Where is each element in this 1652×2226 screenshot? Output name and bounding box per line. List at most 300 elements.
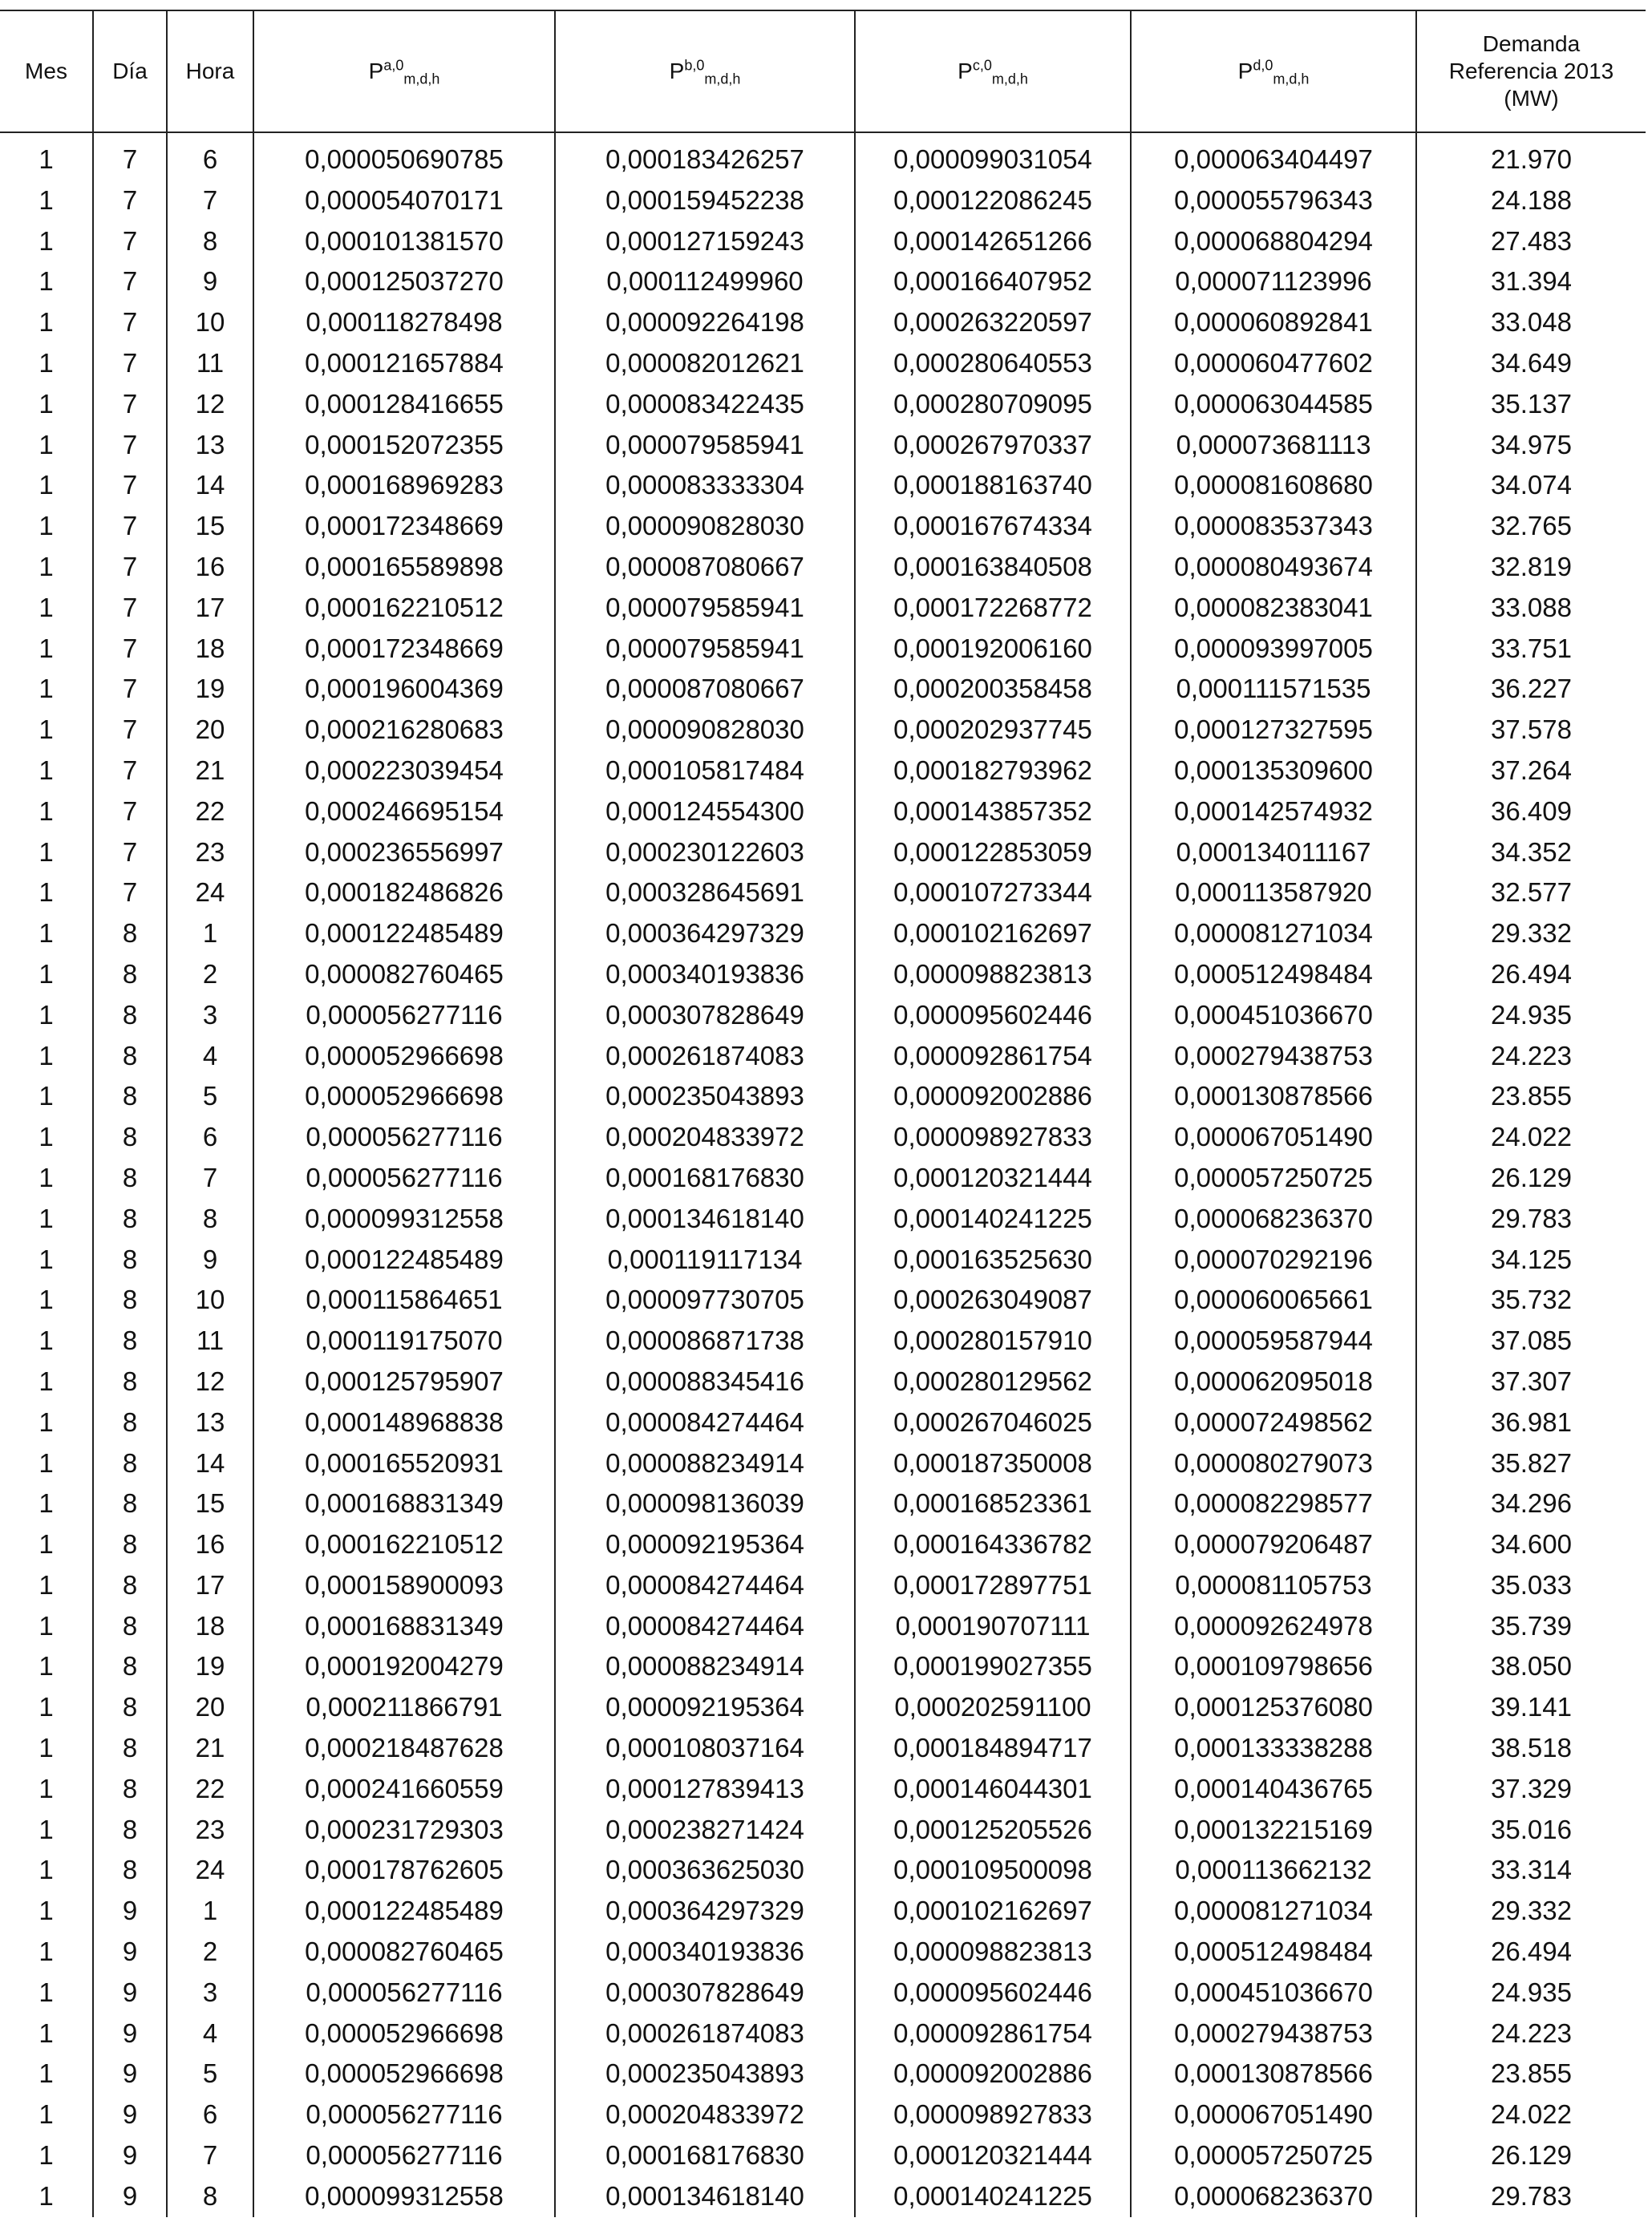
- cell-mes: 1: [38, 266, 54, 297]
- cell-demanda: 24.022: [1416, 2094, 1646, 2135]
- cell-mes: 1: [38, 1488, 54, 1519]
- cell-dia: 7: [93, 832, 167, 873]
- cell-demanda: 27.483: [1416, 221, 1646, 262]
- cell-pa: 0,000236556997: [253, 832, 555, 873]
- cell-pc: 0,000280129562: [855, 1362, 1131, 1402]
- table-row: [0, 1036, 1646, 1077]
- cell-pb: 0,000079585941: [555, 425, 855, 466]
- cell-mes: 1: [38, 1937, 54, 1967]
- cell-pa: 0,000122485489: [253, 1240, 555, 1281]
- cell-pb: 0,000084274464: [555, 1565, 855, 1606]
- cell-pa: 0,000121657884: [253, 343, 555, 384]
- cell-pc: 0,000267046025: [855, 1402, 1131, 1443]
- table-row: [0, 261, 1646, 302]
- cell-pa: 0,000223039454: [253, 751, 555, 791]
- cell-pa: 0,000168831349: [253, 1606, 555, 1647]
- cell-mes: 1: [38, 1733, 54, 1763]
- cell-pa: 0,000192004279: [253, 1646, 555, 1687]
- cell-pc: 0,000140241225: [855, 1199, 1131, 1240]
- cell-pa: 0,000178762605: [253, 1850, 555, 1891]
- cell-pc: 0,000202937745: [855, 710, 1131, 751]
- cell-hora: 15: [167, 506, 253, 547]
- cell-pd: 0,000081608680: [1131, 465, 1416, 506]
- table-row: [0, 1891, 1646, 1932]
- cell-dia: 7: [93, 261, 167, 302]
- cell-pa: 0,000165589898: [253, 547, 555, 588]
- cell-hora: 19: [167, 1646, 253, 1687]
- cell-dia: 8: [93, 1240, 167, 1281]
- cell-mes: 1: [38, 1162, 54, 1192]
- cell-demanda: 26.129: [1416, 1158, 1646, 1199]
- cell-hora: 20: [167, 1687, 253, 1728]
- cell-pa: 0,000125037270: [253, 261, 555, 302]
- table-row: [0, 1932, 1646, 1973]
- cell-demanda: 29.332: [1416, 1891, 1646, 1932]
- cell-pa: 0,000172348669: [253, 629, 555, 670]
- cell-pc: 0,000166407952: [855, 261, 1131, 302]
- cell-mes: 1: [38, 1692, 54, 1722]
- table-row: [0, 1769, 1646, 1810]
- cell-demanda: 37.329: [1416, 1769, 1646, 1810]
- cell-dia: 9: [93, 1932, 167, 1973]
- cell-hora: 4: [167, 2014, 253, 2054]
- cell-pb: 0,000086871738: [555, 1321, 855, 1362]
- cell-dia: 7: [93, 343, 167, 384]
- table-row: [0, 1240, 1646, 1281]
- cell-demanda: 24.935: [1416, 995, 1646, 1036]
- cell-dia: 7: [93, 710, 167, 751]
- cell-pb: 0,000092195364: [555, 1524, 855, 1565]
- cell-dia: 8: [93, 913, 167, 954]
- cell-demanda: 33.314: [1416, 1850, 1646, 1891]
- cell-dia: 8: [93, 1402, 167, 1443]
- cell-pa: 0,000115864651: [253, 1280, 555, 1321]
- cell-demanda: 23.855: [1416, 1076, 1646, 1117]
- cell-pd: 0,000451036670: [1131, 995, 1416, 1036]
- cell-pb: 0,000328645691: [555, 872, 855, 913]
- cell-pd: 0,000057250725: [1131, 1158, 1416, 1199]
- cell-pb: 0,000108037164: [555, 1728, 855, 1769]
- cell-hora: 13: [167, 425, 253, 466]
- cell-pa: 0,000056277116: [253, 995, 555, 1036]
- table-row: [0, 384, 1646, 425]
- cell-pd: 0,000113587920: [1131, 872, 1416, 913]
- cell-pd: 0,000080279073: [1131, 1443, 1416, 1484]
- cell-demanda: 34.125: [1416, 1240, 1646, 1281]
- cell-pa: 0,000122485489: [253, 1891, 555, 1932]
- table-row: [0, 710, 1646, 751]
- cell-pa: 0,000158900093: [253, 1565, 555, 1606]
- cell-mes: 1: [38, 836, 54, 867]
- cell-pa: 0,000099312558: [253, 2176, 555, 2217]
- cell-pc: 0,000102162697: [855, 913, 1131, 954]
- cell-pc: 0,000172268772: [855, 588, 1131, 629]
- cell-hora: 15: [167, 1483, 253, 1524]
- cell-pa: 0,000246695154: [253, 791, 555, 832]
- cell-mes: 1: [38, 1122, 54, 1152]
- cell-hora: 5: [167, 2054, 253, 2094]
- cell-demanda: 34.352: [1416, 832, 1646, 873]
- cell-pc: 0,000263220597: [855, 302, 1131, 343]
- cell-hora: 18: [167, 1606, 253, 1647]
- cell-pd: 0,000067051490: [1131, 1117, 1416, 1158]
- cell-pc: 0,000098927833: [855, 2094, 1131, 2135]
- table-row: [0, 588, 1646, 629]
- cell-dia: 8: [93, 1524, 167, 1565]
- cell-pd: 0,000059587944: [1131, 1321, 1416, 1362]
- table-row: [0, 506, 1646, 547]
- table-row: [0, 1117, 1646, 1158]
- cell-hora: 8: [167, 221, 253, 262]
- cell-pa: 0,000118278498: [253, 302, 555, 343]
- cell-dia: 9: [93, 2054, 167, 2094]
- cell-pc: 0,000280709095: [855, 384, 1131, 425]
- cell-pa: 0,000056277116: [253, 1117, 555, 1158]
- header-mes: Mes: [0, 10, 93, 132]
- cell-demanda: 36.409: [1416, 791, 1646, 832]
- table-row: [0, 1850, 1646, 1891]
- cell-pa: 0,000056277116: [253, 2135, 555, 2176]
- cell-mes: 1: [38, 1610, 54, 1641]
- cell-pd: 0,000451036670: [1131, 1973, 1416, 2014]
- table-row: [0, 2014, 1646, 2054]
- cell-mes: 1: [38, 592, 54, 622]
- cell-pa: 0,000052966698: [253, 2014, 555, 2054]
- cell-pc: 0,000122086245: [855, 180, 1131, 221]
- cell-hora: 5: [167, 1076, 253, 1117]
- cell-mes: 1: [38, 755, 54, 785]
- header-hora: Hora: [167, 10, 253, 132]
- cell-pb: 0,000364297329: [555, 1891, 855, 1932]
- table-row: [0, 1443, 1646, 1484]
- cell-pd: 0,000279438753: [1131, 2014, 1416, 2054]
- cell-mes: 1: [38, 1896, 54, 1926]
- cell-demanda: 26.494: [1416, 1932, 1646, 1973]
- cell-mes: 1: [38, 1203, 54, 1233]
- cell-pa: 0,000216280683: [253, 710, 555, 751]
- cell-mes: 1: [38, 347, 54, 378]
- cell-demanda: 32.765: [1416, 506, 1646, 547]
- table-row: [0, 180, 1646, 221]
- cell-pb: 0,000079585941: [555, 629, 855, 670]
- cell-demanda: 37.085: [1416, 1321, 1646, 1362]
- cell-hora: 12: [167, 1362, 253, 1402]
- cell-mes: 1: [38, 429, 54, 459]
- cell-demanda: 36.227: [1416, 669, 1646, 710]
- table-body: [0, 132, 1646, 2217]
- cell-pb: 0,000082012621: [555, 343, 855, 384]
- cell-mes: 1: [38, 958, 54, 989]
- cell-pa: 0,000168969283: [253, 465, 555, 506]
- cell-dia: 7: [93, 588, 167, 629]
- cell-pc: 0,000098927833: [855, 1117, 1131, 1158]
- cell-hora: 3: [167, 995, 253, 1036]
- cell-hora: 19: [167, 669, 253, 710]
- cell-hora: 23: [167, 832, 253, 873]
- cell-pd: 0,000130878566: [1131, 2054, 1416, 2094]
- cell-demanda: 24.223: [1416, 1036, 1646, 1077]
- cell-hora: 11: [167, 1321, 253, 1362]
- cell-dia: 9: [93, 2135, 167, 2176]
- header-pa: P$^{a,0}_{m,d,h}$: [253, 10, 555, 132]
- cell-pb: 0,000088234914: [555, 1443, 855, 1484]
- cell-dia: 8: [93, 1280, 167, 1321]
- cell-dia: 7: [93, 180, 167, 221]
- cell-pc: 0,000143857352: [855, 791, 1131, 832]
- cell-pc: 0,000190707111: [855, 1606, 1131, 1647]
- cell-pd: 0,000512498484: [1131, 1932, 1416, 1973]
- cell-hora: 8: [167, 2176, 253, 2217]
- demand-table: [0, 10, 1646, 2217]
- cell-pb: 0,000090828030: [555, 506, 855, 547]
- cell-pb: 0,000340193836: [555, 954, 855, 995]
- cell-pd: 0,000134011167: [1131, 832, 1416, 873]
- cell-pb: 0,000261874083: [555, 1036, 855, 1077]
- cell-hora: 24: [167, 872, 253, 913]
- cell-pc: 0,000280640553: [855, 343, 1131, 384]
- cell-pa: 0,000082760465: [253, 1932, 555, 1973]
- cell-hora: 6: [167, 132, 253, 180]
- table-row: [0, 669, 1646, 710]
- header-demanda: Demanda Referencia 2013 (MW): [1416, 10, 1646, 132]
- cell-demanda: 33.088: [1416, 588, 1646, 629]
- cell-hora: 22: [167, 1769, 253, 1810]
- cell-pb: 0,000183426257: [555, 132, 855, 180]
- cell-dia: 9: [93, 1891, 167, 1932]
- cell-pb: 0,000088345416: [555, 1362, 855, 1402]
- cell-pb: 0,000084274464: [555, 1402, 855, 1443]
- cell-hora: 13: [167, 1402, 253, 1443]
- cell-pc: 0,000163840508: [855, 547, 1131, 588]
- table-row: [0, 2135, 1646, 2176]
- cell-pb: 0,000087080667: [555, 669, 855, 710]
- cell-pa: 0,000099312558: [253, 1199, 555, 1240]
- cell-hora: 9: [167, 1240, 253, 1281]
- cell-pb: 0,000112499960: [555, 261, 855, 302]
- cell-pd: 0,000133338288: [1131, 1728, 1416, 1769]
- table-row: [0, 832, 1646, 873]
- cell-pb: 0,000092264198: [555, 302, 855, 343]
- cell-mes: 1: [38, 1773, 54, 1803]
- cell-pd: 0,000063044585: [1131, 384, 1416, 425]
- cell-hora: 14: [167, 1443, 253, 1484]
- cell-mes: 1: [38, 225, 54, 256]
- table-row: [0, 1565, 1646, 1606]
- table-header-row: [0, 10, 1646, 132]
- cell-pc: 0,000146044301: [855, 1769, 1131, 1810]
- cell-pc: 0,000182793962: [855, 751, 1131, 791]
- cell-pb: 0,000083422435: [555, 384, 855, 425]
- cell-pb: 0,000307828649: [555, 995, 855, 1036]
- cell-hora: 10: [167, 302, 253, 343]
- cell-dia: 8: [93, 1076, 167, 1117]
- cell-pc: 0,000095602446: [855, 1973, 1131, 2014]
- cell-pb: 0,000098136039: [555, 1483, 855, 1524]
- cell-pd: 0,000082298577: [1131, 1483, 1416, 1524]
- cell-pa: 0,000052966698: [253, 1036, 555, 1077]
- cell-pd: 0,000060892841: [1131, 302, 1416, 343]
- header-pd: P$^{d,0}_{m,d,h}$: [1131, 10, 1416, 132]
- cell-pc: 0,000280157910: [855, 1321, 1131, 1362]
- cell-pb: 0,000097730705: [555, 1280, 855, 1321]
- cell-demanda: 24.935: [1416, 1973, 1646, 2014]
- cell-dia: 7: [93, 872, 167, 913]
- table-row: [0, 995, 1646, 1036]
- cell-pa: 0,000056277116: [253, 2094, 555, 2135]
- cell-demanda: 23.855: [1416, 2054, 1646, 2094]
- cell-dia: 8: [93, 1728, 167, 1769]
- cell-pc: 0,000125205526: [855, 1810, 1131, 1851]
- cell-pa: 0,000165520931: [253, 1443, 555, 1484]
- cell-demanda: 37.578: [1416, 710, 1646, 751]
- cell-pc: 0,000192006160: [855, 629, 1131, 670]
- cell-demanda: 37.264: [1416, 751, 1646, 791]
- cell-demanda: 37.307: [1416, 1362, 1646, 1402]
- cell-mes: 1: [38, 511, 54, 541]
- cell-pb: 0,000079585941: [555, 588, 855, 629]
- cell-demanda: 32.577: [1416, 872, 1646, 913]
- cell-pc: 0,000267970337: [855, 425, 1131, 466]
- header-pc: P$^{c,0}_{m,d,h}$: [855, 10, 1131, 132]
- cell-pa: 0,000082760465: [253, 954, 555, 995]
- cell-pd: 0,000111571535: [1131, 669, 1416, 710]
- table-row: [0, 1402, 1646, 1443]
- cell-pc: 0,000168523361: [855, 1483, 1131, 1524]
- cell-pb: 0,000127839413: [555, 1769, 855, 1810]
- cell-pd: 0,000060065661: [1131, 1280, 1416, 1321]
- cell-pd: 0,000127327595: [1131, 710, 1416, 751]
- header-dia: Día: [93, 10, 167, 132]
- cell-pb: 0,000363625030: [555, 1850, 855, 1891]
- cell-pb: 0,000090828030: [555, 710, 855, 751]
- cell-pd: 0,000093997005: [1131, 629, 1416, 670]
- cell-mes: 1: [38, 2140, 54, 2171]
- cell-demanda: 31.394: [1416, 261, 1646, 302]
- cell-mes: 1: [38, 1855, 54, 1885]
- cell-hora: 6: [167, 1117, 253, 1158]
- cell-pd: 0,000081105753: [1131, 1565, 1416, 1606]
- cell-mes: 1: [38, 1977, 54, 2007]
- cell-pd: 0,000068236370: [1131, 1199, 1416, 1240]
- table-row: [0, 1524, 1646, 1565]
- cell-mes: 1: [38, 388, 54, 419]
- cell-dia: 7: [93, 547, 167, 588]
- cell-pd: 0,000079206487: [1131, 1524, 1416, 1565]
- cell-demanda: 34.074: [1416, 465, 1646, 506]
- cell-pd: 0,000135309600: [1131, 751, 1416, 791]
- cell-dia: 8: [93, 954, 167, 995]
- cell-dia: 8: [93, 1443, 167, 1484]
- cell-pa: 0,000119175070: [253, 1321, 555, 1362]
- cell-pd: 0,000130878566: [1131, 1076, 1416, 1117]
- cell-mes: 1: [38, 1651, 54, 1682]
- cell-mes: 1: [38, 144, 54, 174]
- cell-hora: 7: [167, 1158, 253, 1199]
- cell-mes: 1: [38, 795, 54, 826]
- cell-pc: 0,000098823813: [855, 954, 1131, 995]
- cell-pa: 0,000056277116: [253, 1973, 555, 2014]
- cell-pa: 0,000125795907: [253, 1362, 555, 1402]
- cell-pc: 0,000167674334: [855, 506, 1131, 547]
- cell-pb: 0,000124554300: [555, 791, 855, 832]
- cell-hora: 11: [167, 343, 253, 384]
- cell-pc: 0,000142651266: [855, 221, 1131, 262]
- cell-hora: 21: [167, 751, 253, 791]
- cell-pa: 0,000148968838: [253, 1402, 555, 1443]
- cell-demanda: 26.129: [1416, 2135, 1646, 2176]
- cell-dia: 7: [93, 465, 167, 506]
- cell-pb: 0,000119117134: [555, 1240, 855, 1281]
- cell-mes: 1: [38, 999, 54, 1030]
- cell-dia: 8: [93, 1321, 167, 1362]
- cell-pd: 0,000068804294: [1131, 221, 1416, 262]
- cell-demanda: 21.970: [1416, 132, 1646, 180]
- cell-dia: 8: [93, 1850, 167, 1891]
- cell-hora: 2: [167, 1932, 253, 1973]
- cell-pb: 0,000159452238: [555, 180, 855, 221]
- cell-demanda: 33.048: [1416, 302, 1646, 343]
- cell-demanda: 38.518: [1416, 1728, 1646, 1769]
- cell-mes: 1: [38, 1529, 54, 1560]
- cell-mes: 1: [38, 1325, 54, 1356]
- table-row: [0, 1973, 1646, 2014]
- cell-pb: 0,000127159243: [555, 221, 855, 262]
- cell-pa: 0,000196004369: [253, 669, 555, 710]
- table-row: [0, 1687, 1646, 1728]
- table-row: [0, 1483, 1646, 1524]
- cell-pb: 0,000092195364: [555, 1687, 855, 1728]
- cell-pd: 0,000132215169: [1131, 1810, 1416, 1851]
- cell-pd: 0,000057250725: [1131, 2135, 1416, 2176]
- cell-hora: 17: [167, 588, 253, 629]
- cell-pc: 0,000095602446: [855, 995, 1131, 1036]
- cell-dia: 7: [93, 751, 167, 791]
- table-row: [0, 1362, 1646, 1402]
- cell-demanda: 34.600: [1416, 1524, 1646, 1565]
- cell-dia: 7: [93, 302, 167, 343]
- cell-pb: 0,000238271424: [555, 1810, 855, 1851]
- cell-dia: 7: [93, 221, 167, 262]
- cell-mes: 1: [38, 1366, 54, 1396]
- table-row: [0, 1199, 1646, 1240]
- cell-demanda: 36.981: [1416, 1402, 1646, 1443]
- cell-mes: 1: [38, 1406, 54, 1437]
- cell-dia: 8: [93, 1158, 167, 1199]
- cell-dia: 9: [93, 2014, 167, 2054]
- cell-dia: 7: [93, 384, 167, 425]
- cell-pc: 0,000200358458: [855, 669, 1131, 710]
- cell-pa: 0,000211866791: [253, 1687, 555, 1728]
- cell-pc: 0,000140241225: [855, 2176, 1131, 2217]
- cell-hora: 1: [167, 1891, 253, 1932]
- cell-pc: 0,000202591100: [855, 1687, 1131, 1728]
- cell-pa: 0,000052966698: [253, 2054, 555, 2094]
- cell-pb: 0,000168176830: [555, 1158, 855, 1199]
- cell-pc: 0,000102162697: [855, 1891, 1131, 1932]
- cell-hora: 18: [167, 629, 253, 670]
- cell-pc: 0,000263049087: [855, 1280, 1131, 1321]
- cell-mes: 1: [38, 184, 54, 215]
- cell-pb: 0,000087080667: [555, 547, 855, 588]
- cell-pd: 0,000071123996: [1131, 261, 1416, 302]
- cell-hora: 3: [167, 1973, 253, 2014]
- cell-pb: 0,000307828649: [555, 1973, 855, 2014]
- cell-pc: 0,000172897751: [855, 1565, 1131, 1606]
- cell-pd: 0,000073681113: [1131, 425, 1416, 466]
- cell-demanda: 26.494: [1416, 954, 1646, 995]
- cell-demanda: 24.022: [1416, 1117, 1646, 1158]
- table-row: [0, 629, 1646, 670]
